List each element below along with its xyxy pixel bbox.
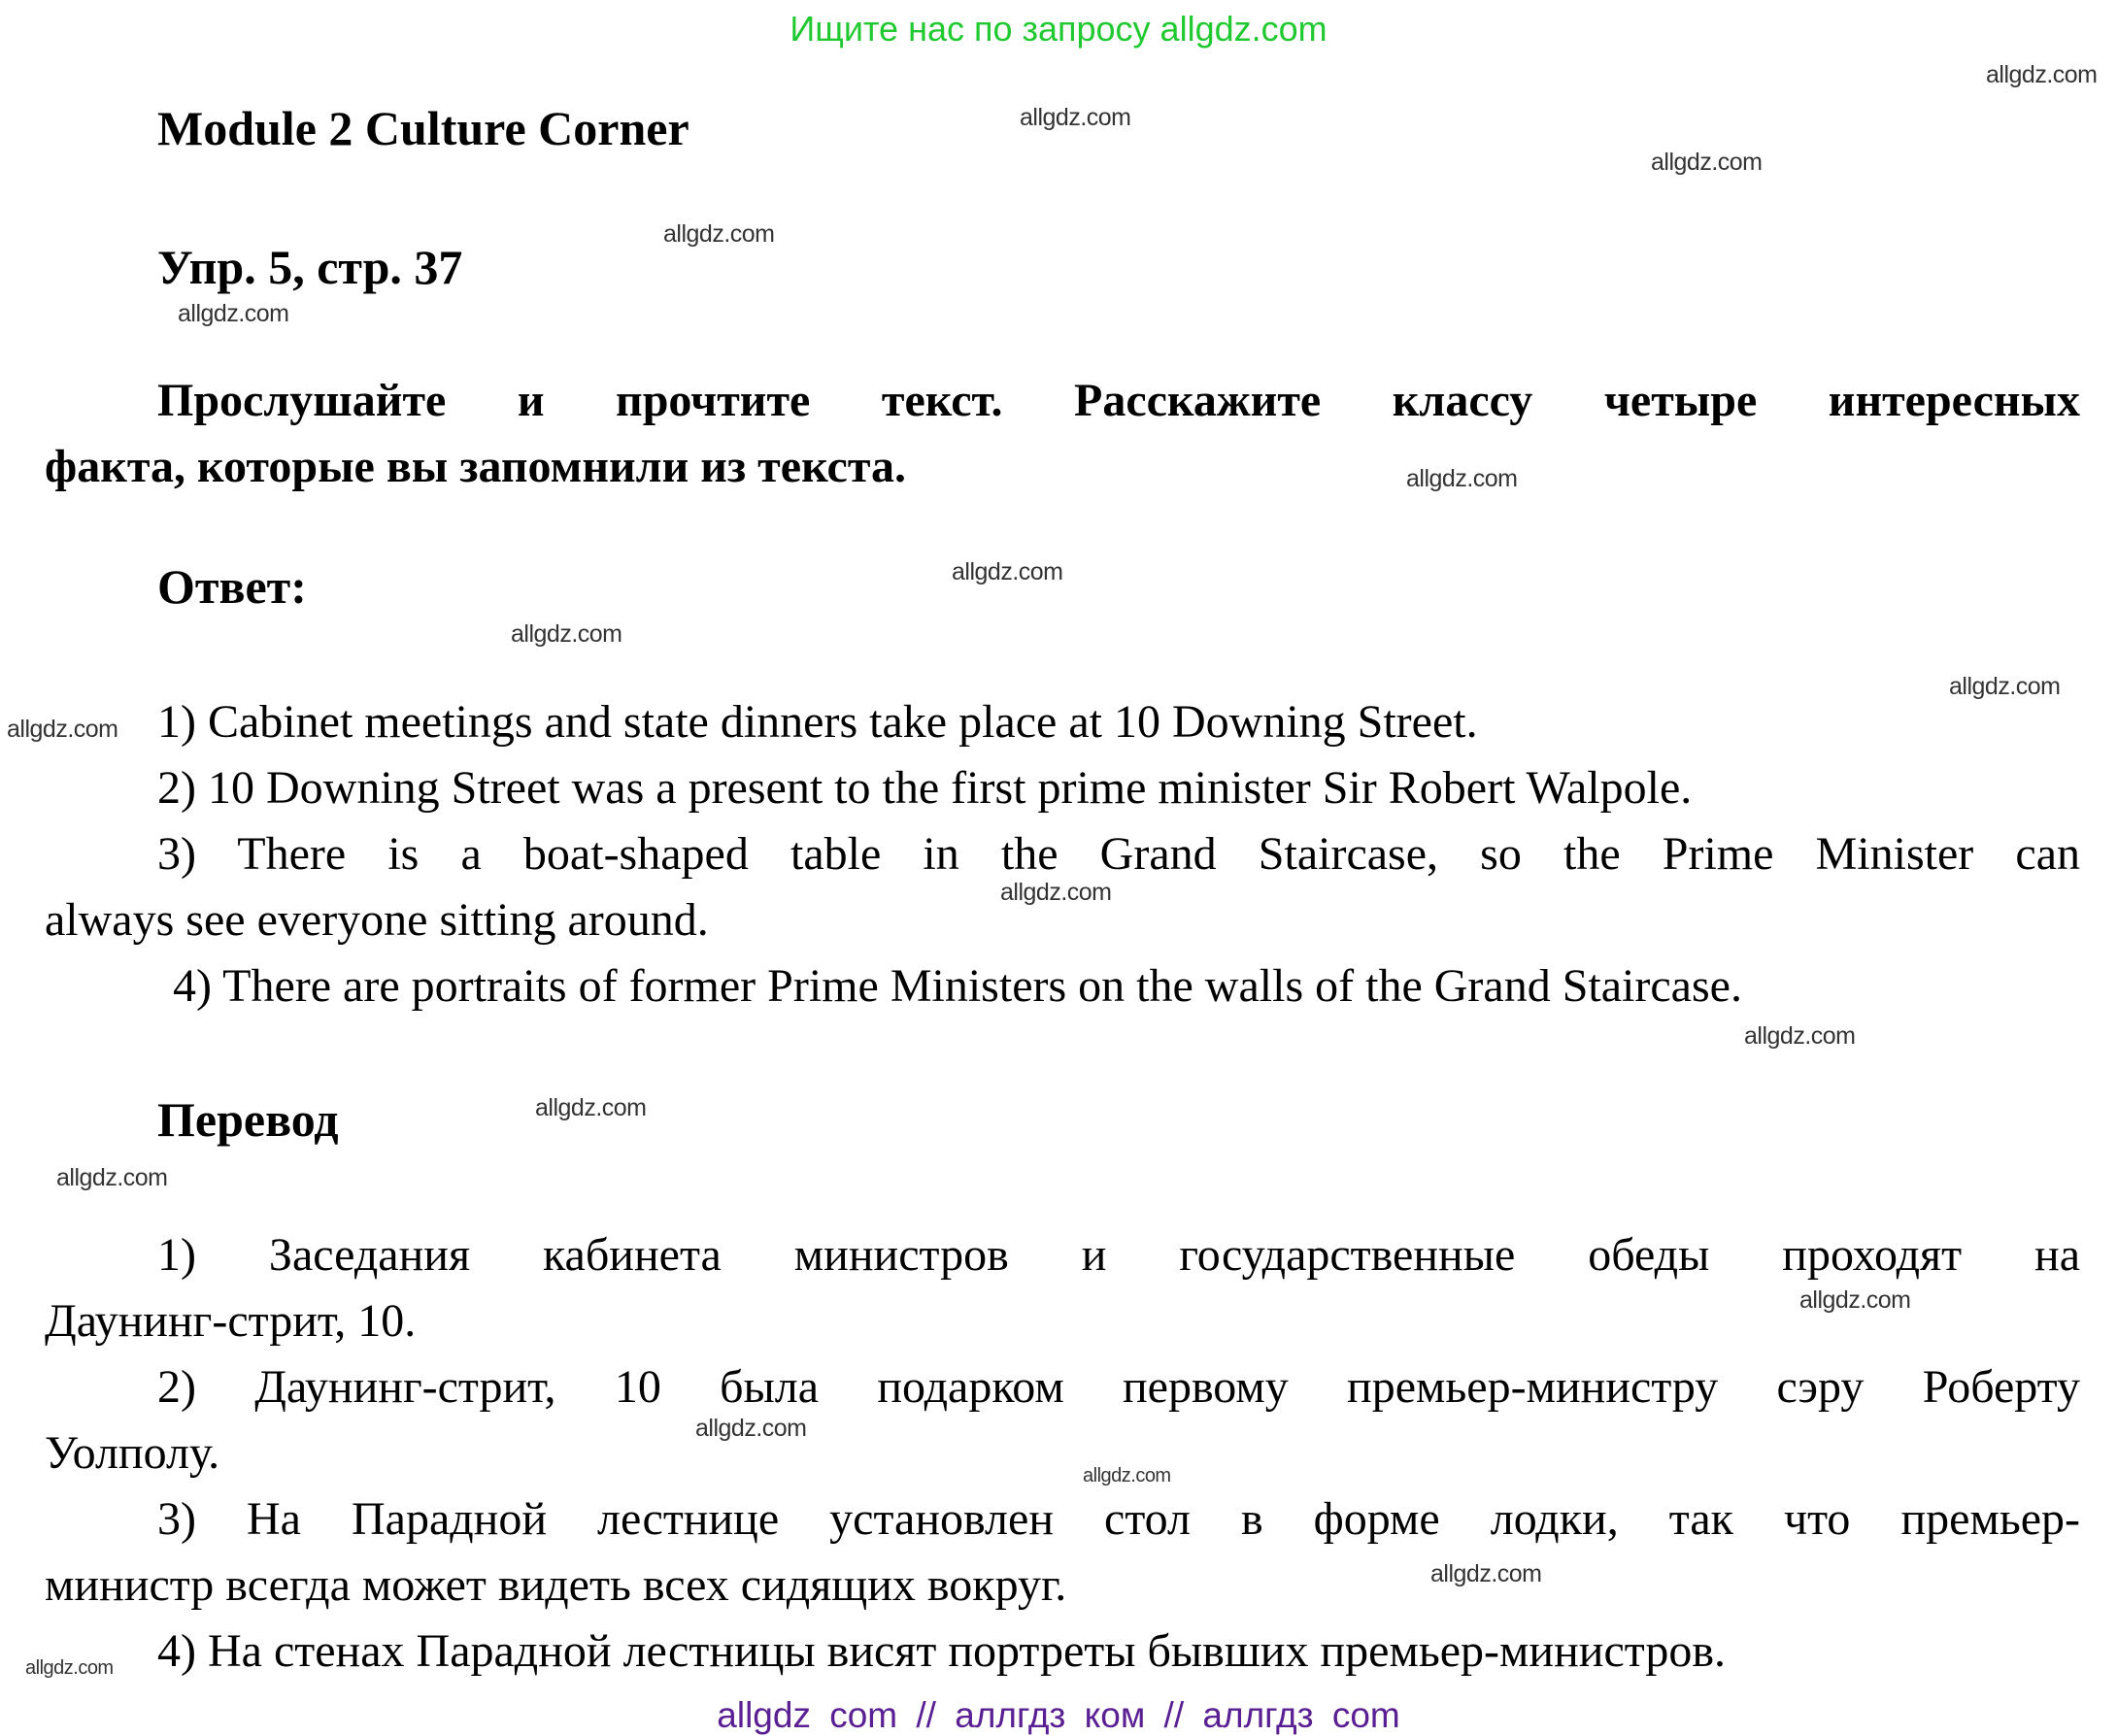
answer-heading: Ответ:: [157, 559, 307, 614]
translation-line: 3) На Парадной лестнице установлен стол в форме лодки, так что премьер-: [157, 1493, 2080, 1545]
task-paragraph: [45, 368, 2080, 500]
task-line: факта, которые вы запомнили из текста.: [45, 441, 906, 492]
watermark: allgdz.com: [1986, 61, 2098, 88]
watermark: allgdz.com: [7, 716, 118, 743]
watermark: allgdz.com: [56, 1164, 168, 1191]
translation-list: [45, 1222, 2080, 1685]
translation-heading: Перевод: [157, 1092, 339, 1147]
watermark: allgdz.com: [695, 1415, 807, 1442]
translation-line: 2) Даунинг-стрит, 10 была подарком первому премьер-министру сэру Роберту: [157, 1361, 2080, 1413]
watermark: allgdz.com: [1651, 149, 1763, 176]
exercise-subtitle: Упр. 5, стр. 37: [157, 240, 463, 294]
answer-line: 3) There is a boat-shaped table in the Grand Staircase, so the Prime Minister can: [157, 828, 2080, 880]
watermark: allgdz.com: [1083, 1465, 1171, 1486]
answer-line: 2) 10 Downing Street was a present to the first prime minister Sir Robert Walpole.: [157, 762, 1693, 814]
footer-links: allgdz com // аллгдз ком // аллгдз com: [717, 1695, 1400, 1735]
translation-line: Уолполу.: [45, 1427, 220, 1479]
watermark: allgdz.com: [1000, 879, 1112, 906]
watermark: allgdz.com: [1406, 465, 1518, 492]
answer-list: [45, 689, 2080, 1019]
watermark: allgdz.com: [663, 220, 775, 248]
watermark: allgdz.com: [1949, 673, 2061, 700]
answer-line: 1) Cabinet meetings and state dinners take place at 10 Downing Street.: [157, 696, 1478, 748]
watermark: allgdz.com: [535, 1094, 647, 1121]
watermark: allgdz.com: [178, 300, 289, 327]
answer-line: always see everyone sitting around.: [45, 894, 709, 946]
translation-line: 4) На стенах Парадной лестницы висят портреты бывших премьер-министров.: [157, 1625, 1727, 1677]
watermark: allgdz.com: [952, 558, 1063, 585]
watermark: allgdz.com: [1744, 1022, 1856, 1050]
answer-line: 4) There are portraits of former Prime Ministers on the walls of the Grand Staircase.: [173, 960, 1742, 1012]
watermark: allgdz.com: [511, 620, 622, 648]
translation-line: министр всегда может видеть всех сидящих вокруг.: [45, 1559, 1067, 1611]
watermark: allgdz.com: [1020, 104, 1131, 131]
translation-line: 1) Заседания кабинета министров и государственные обеды проходят на: [157, 1229, 2080, 1281]
watermark: allgdz.com: [1799, 1286, 1911, 1314]
site-banner: Ищите нас по запросу allgdz.com: [790, 9, 1327, 49]
task-line: Прослушайте и прочтите текст. Расскажите классу четыре интересных: [157, 375, 2080, 426]
watermark: allgdz.com: [25, 1657, 114, 1679]
watermark: allgdz.com: [1430, 1560, 1542, 1587]
translation-line: Даунинг-стрит, 10.: [45, 1295, 417, 1347]
page-title: Module 2 Culture Corner: [157, 101, 689, 155]
